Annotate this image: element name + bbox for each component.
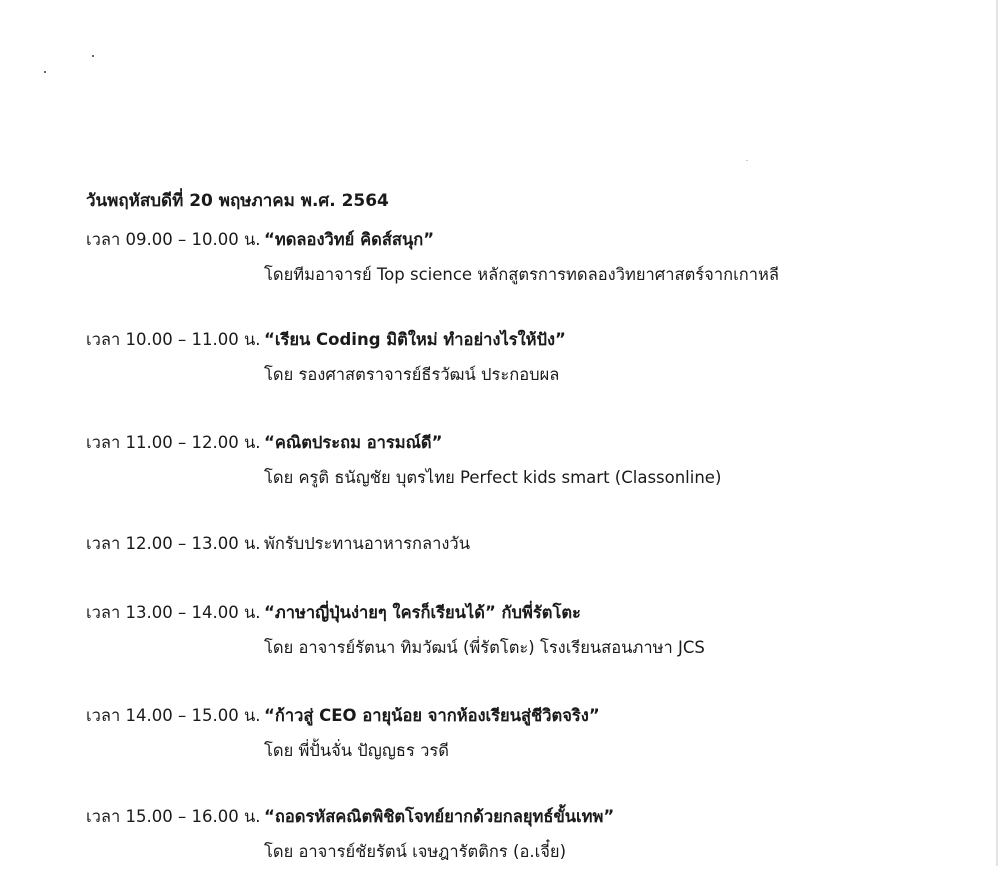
session-time: เวลา 14.00 – 15.00 น. <box>86 706 261 725</box>
session-time: เวลา 09.00 – 10.00 น. <box>86 230 261 249</box>
scan-speck <box>44 71 46 73</box>
scan-speck <box>746 160 748 161</box>
session-title: “คณิตประถม อารมณ์ดี” <box>264 433 443 452</box>
schedule-item-break <box>0 531 1000 601</box>
scan-speck <box>92 55 94 57</box>
date-heading: วันพฤหัสบดีที่ 20 พฤษภาคม พ.ศ. 2564 <box>86 191 389 211</box>
session-title: “ทดลองวิทย์ คิดส์สนุก” <box>264 230 435 249</box>
schedule-item <box>0 703 1000 773</box>
session-speaker: โดยทีมอาจารย์ Top science หลักสูตรการทดลองวิทยาศาสตร์จากเกาหลี <box>264 265 779 284</box>
schedule-item <box>0 430 1000 500</box>
schedule-item <box>0 600 1000 670</box>
session-title: “ภาษาญี่ปุ่นง่ายๆ ใครก็เรียนได้” กับพี่รัตโตะ <box>264 603 581 622</box>
break-label: พักรับประทานอาหารกลางวัน <box>264 534 470 553</box>
schedule-item <box>0 804 1000 874</box>
schedule-item <box>0 327 1000 397</box>
session-speaker: โดย อาจารย์รัตนา ทิมวัฒน์ (พี่รัตโตะ) โรงเรียนสอนภาษา JCS <box>264 638 705 657</box>
session-time: เวลา 13.00 – 14.00 น. <box>86 603 261 622</box>
session-time: เวลา 11.00 – 12.00 น. <box>86 433 261 452</box>
session-title: “ถอดรหัสคณิตพิชิตโจทย์ยากด้วยกลยุทธ์ขั้นเทพ” <box>264 807 615 826</box>
session-speaker: โดย ครูติ ธนัญชัย บุตรไทย Perfect kids smart (Classonline) <box>264 468 722 487</box>
session-time: เวลา 10.00 – 11.00 น. <box>86 330 261 349</box>
session-speaker: โดย อาจารย์ชัยรัตน์ เจษฎารัตติกร (อ.เจี๋ย) <box>264 842 567 861</box>
schedule-item <box>0 227 1000 297</box>
session-speaker: โดย รองศาสตราจารย์ธีรวัฒน์ ประกอบผล <box>264 365 560 384</box>
session-speaker: โดย พี่ปั้นจั่น ปัญญธร วรดี <box>264 741 449 760</box>
session-time: เวลา 12.00 – 13.00 น. <box>86 534 261 553</box>
session-title: “เรียน Coding มิติใหม่ ทำอย่างไรให้ปัง” <box>264 330 566 349</box>
session-time: เวลา 15.00 – 16.00 น. <box>86 807 261 826</box>
session-title: “ก้าวสู่ CEO อายุน้อย จากห้องเรียนสู่ชีวิตจริง” <box>264 706 600 725</box>
